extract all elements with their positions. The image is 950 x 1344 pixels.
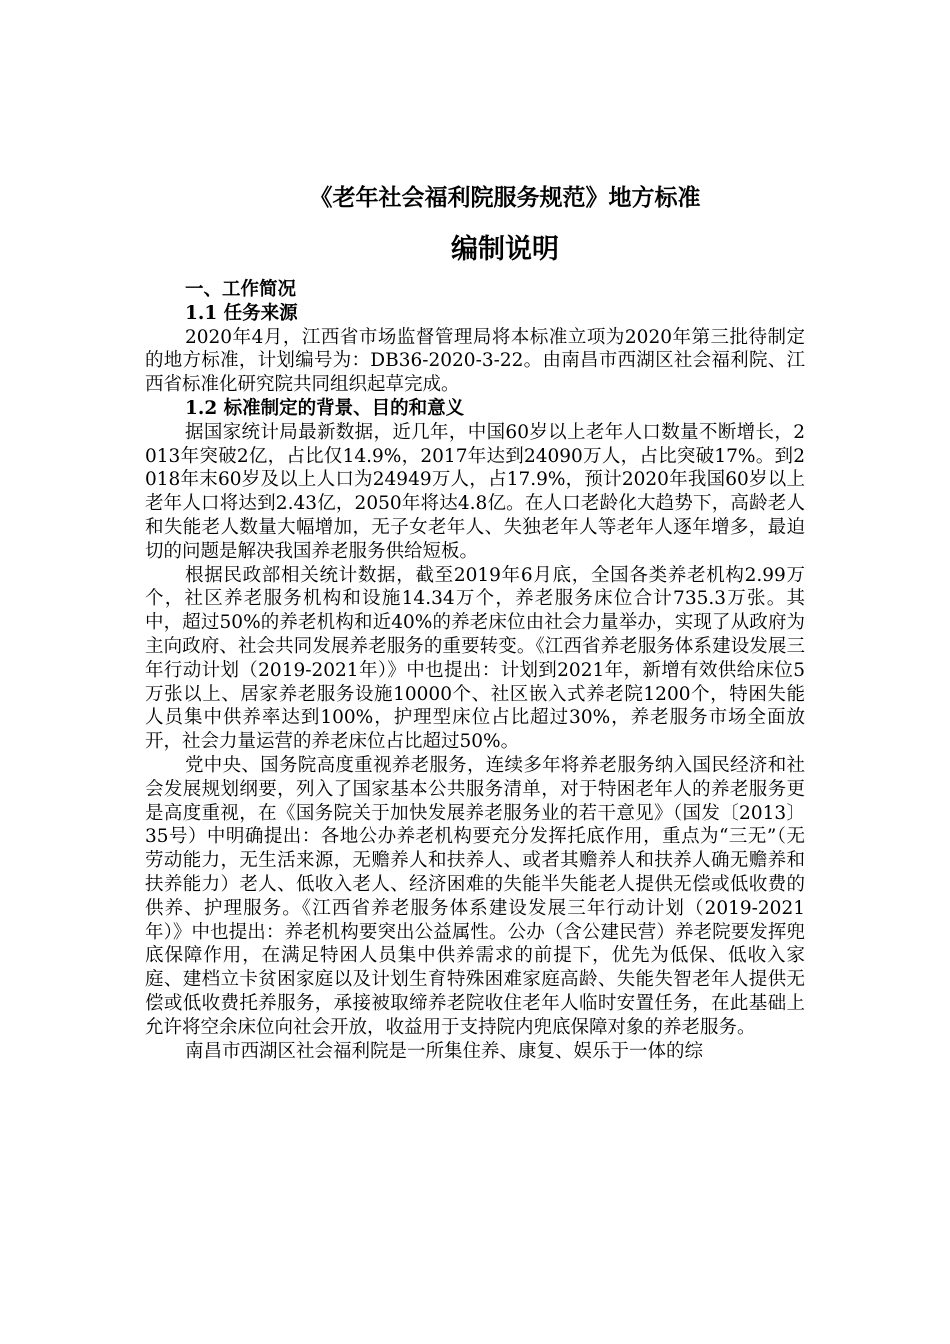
paragraph-policy-background: 党中央、国务院高度重视养老服务，连续多年将养老服务纳入国民经济和社会发展规划纲要，列入了国家基本公共服务清单，对于特困老年人的养老服务更是高度重视，在《国务院关于加快发展养老服务业的若干意见》（国发〔2013〕35号）中明确提出：各地公办养老机构要充分发挥托底作用，重点为“三无”（无劳动能力，无生活来源，无赡养人和扶养人、或者其赡养人和扶养人确无赡养和扶养能力）老人、低收入老人、经济困难的失能半失能老人提供无偿或低收费的供养、护理服务。《江西省养老服务体系建设发展三年行动计划（2019-2021年）》中也提出：养老机构要突出公益属性。公办（含公建民营）养老院要发挥兜底保障作用，在满足特困人员集中供养需求的前提下，优先为低保、低收入家庭、建档立卡贫困家庭以及计划生育特殊困难家庭高龄、失能失智老年人提供无偿或低收费托养服务，承接被取缔养老院收住老年人临时安置任务，在此基础上允许将空余床位向社会开放，收益用于支持院内兜底保障对象的养老服务。: [145, 754, 805, 1038]
subsection-heading-task-source: 1.1 任务来源: [185, 302, 298, 324]
subsection-heading-background: 1.2 标准制定的背景、目的和意义: [185, 397, 465, 419]
document-title: 《老年社会福利院服务规范》地方标准: [309, 184, 701, 211]
document-body: [145, 278, 805, 1063]
section-heading-work-overview: 一、工作简况: [185, 279, 297, 300]
paragraph-task-source: 2020年4月，江西省市场监督管理局将本标准立项为2020年第三批待制定的地方标准，计划编号为：DB36-2020-3-22。由南昌市西湖区社会福利院、江西省标准化研究院共同组织起草完成。: [145, 326, 805, 396]
document-subtitle: 编制说明: [451, 234, 559, 265]
paragraph-ministry-statistics: 根据民政部相关统计数据，截至2019年6月底，全国各类养老机构2.99万个，社区养老服务机构和设施14.34万个，养老服务床位合计735.3万张。其中，超过50%的养老机构和近40%的养老床位由社会力量举办，实现了从政府为主向政府、社会共同发展养老服务的重要转变。《江西省养老服务体系建设发展三年行动计划（2019-2021年）》中也提出：计划到2021年，新增有效供给床位5万张以上、居家养老服务设施10000个、社区嵌入式养老院1200个，特困失能人员集中供养率达到100%，护理型床位占比超过30%，养老服务市场全面放开，社会力量运营的养老床位占比超过50%。: [145, 564, 805, 753]
paragraph-institution-intro: 南昌市西湖区社会福利院是一所集住养、康复、娱乐于一体的综: [185, 1040, 704, 1062]
paragraph-population-statistics: 据国家统计局最新数据，近几年，中国60岁以上老年人口数量不断增长，2013年突破2亿，占比仅14.9%，2017年达到24090万人，占比突破17%。到2018年末60岁及以上人口为24949万人，占17.9%，预计2020年我国60岁以上老年人口将达到2.43亿，2050年将达4.8亿。在人口老龄化大趋势下，高龄老人和失能老人数量大幅增加，无子女老年人、失独老年人等老年人逐年增多，最迫切的问题是解决我国养老服务供给短板。: [145, 421, 805, 562]
